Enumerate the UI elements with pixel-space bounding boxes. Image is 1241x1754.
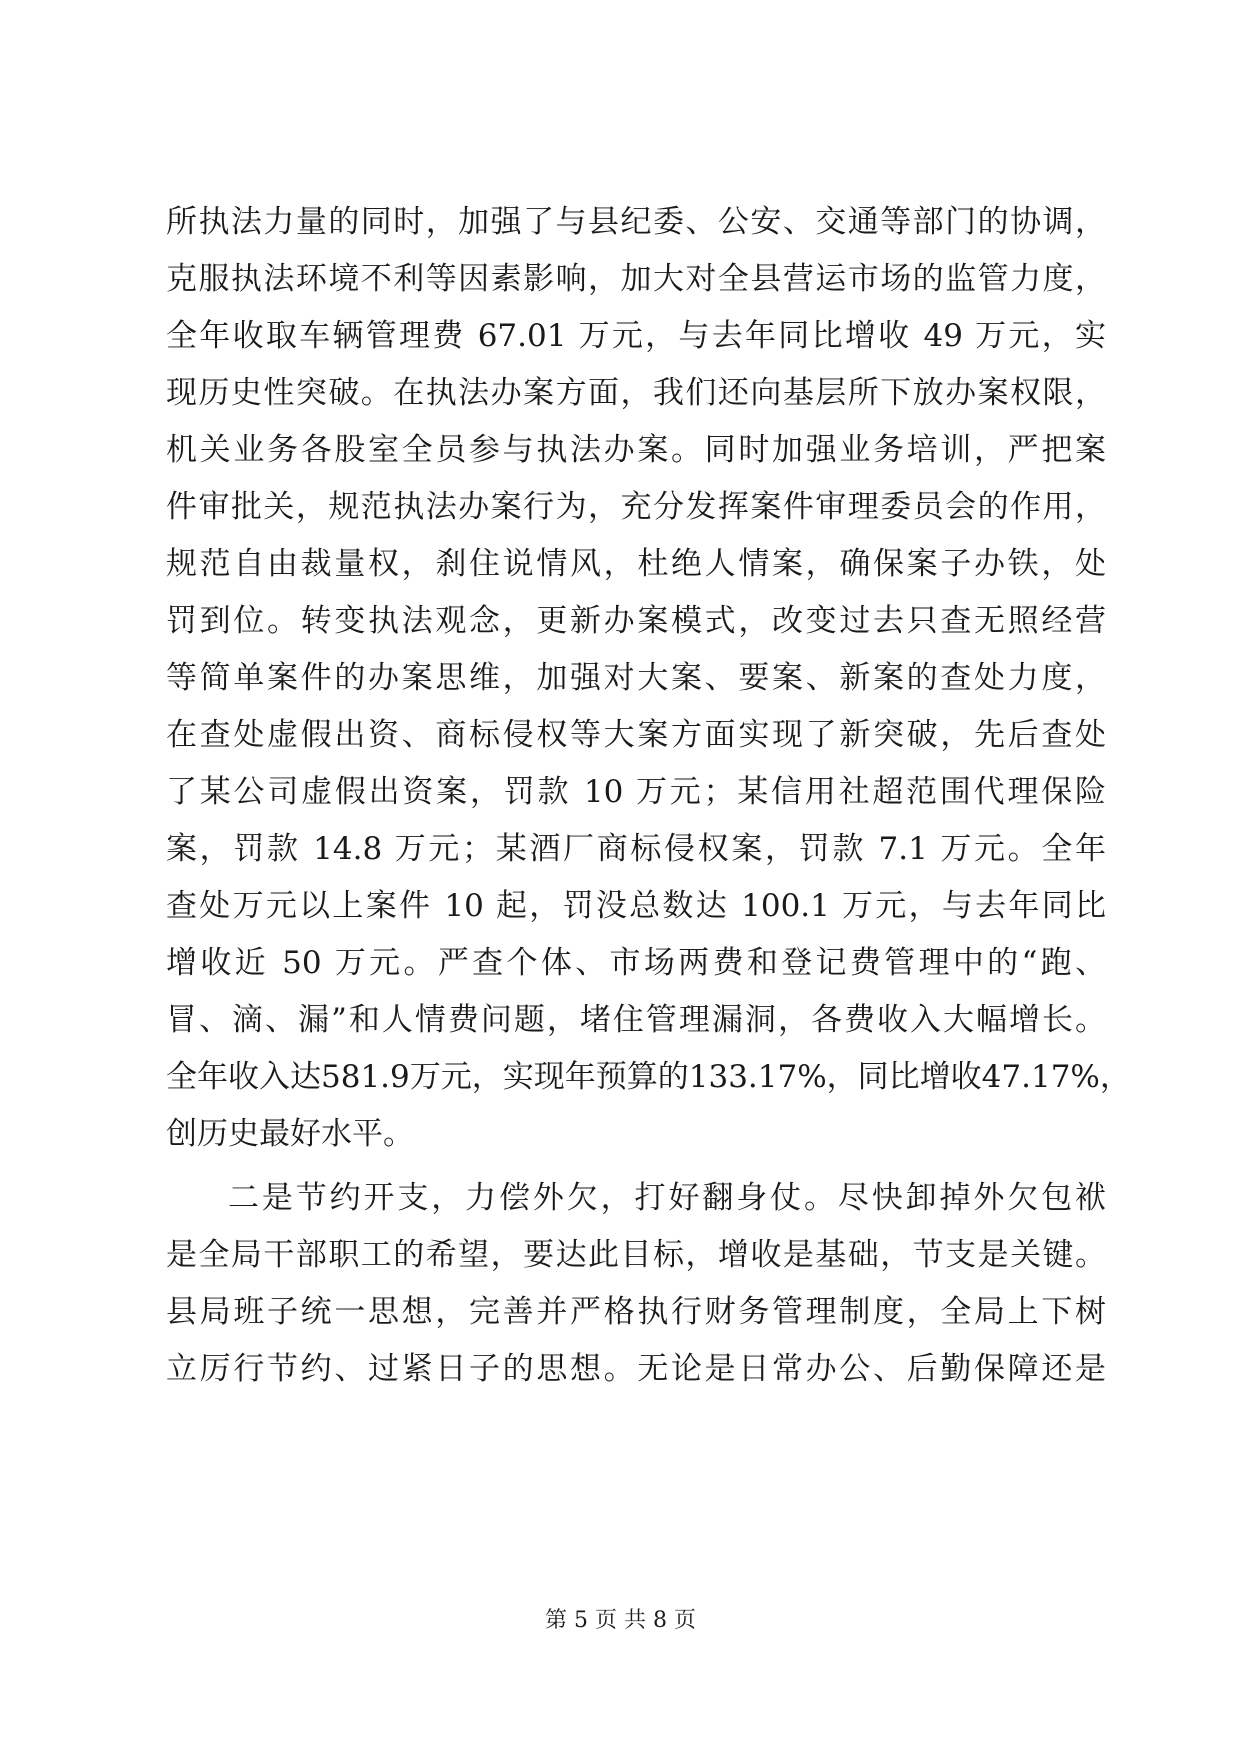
paragraph-gap — [166, 1163, 1106, 1170]
text-line: 全年收入达581.9万元，实现年预算的133.17%，同比增收47.17%， — [166, 1059, 1131, 1095]
text-line: 案，罚款 14.8 万元；某酒厂商标侵权案，罚款 7.1 万元。全年 — [166, 831, 1106, 867]
text-line: 查处万元以上案件 10 起，罚没总数达 100.1 万元，与去年同比 — [166, 888, 1106, 924]
text-line: 了某公司虚假出资案，罚款 10 万元；某信用社超范围代理保险 — [166, 774, 1106, 810]
text-line: 立厉行节约、过紧日子的思想。无论是日常办公、后勤保障还是 — [166, 1351, 1106, 1387]
text-line: 件审批关，规范执法办案行为，充分发挥案件审理委员会的作用， — [166, 489, 1106, 525]
text-line: 增收近 50 万元。严查个体、市场两费和登记费管理中的“跑、 — [166, 945, 1106, 981]
text-line: 在查处虚假出资、商标侵权等大案方面实现了新突破，先后查处 — [166, 717, 1106, 753]
text-line: 全年收取车辆管理费 67.01 万元，与去年同比增收 49 万元，实 — [166, 318, 1106, 354]
text-line: 克服执法环境不利等因素影响，加大对全县营运市场的监管力度， — [166, 261, 1106, 297]
text-line: 现历史性突破。在执法办案方面，我们还向基层所下放办案权限， — [166, 375, 1106, 411]
text-line: 规范自由裁量权，刹住说情风，杜绝人情案，确保案子办铁，处 — [166, 546, 1106, 582]
text-line: 县局班子统一思想，完善并严格执行财务管理制度，全局上下树 — [166, 1294, 1106, 1330]
text-line: 罚到位。转变执法观念，更新办案模式，改变过去只查无照经营 — [166, 603, 1106, 639]
text-line: 等简单案件的办案思维，加强对大案、要案、新案的查处力度， — [166, 660, 1106, 696]
text-line: 机关业务各股室全员参与执法办案。同时加强业务培训，严把案 — [166, 432, 1106, 468]
body-text — [166, 194, 1131, 1398]
paragraph2-first-line: 二是节约开支，力偿外欠，打好翻身仗。尽快卸掉外欠包袱 — [228, 1180, 1106, 1216]
text-line: 冒、滴、漏”和人情费问题，堵住管理漏洞，各费收入大幅增长。 — [166, 1002, 1106, 1038]
text-line: 创历史最好水平。 — [166, 1116, 414, 1152]
page-number-footer: 第 5 页 共 8 页 — [545, 1608, 696, 1633]
text-line: 是全局干部职工的希望，要达此目标，增收是基础，节支是关键。 — [166, 1237, 1106, 1273]
text-line: 所执法力量的同时，加强了与县纪委、公安、交通等部门的协调， — [166, 204, 1106, 240]
